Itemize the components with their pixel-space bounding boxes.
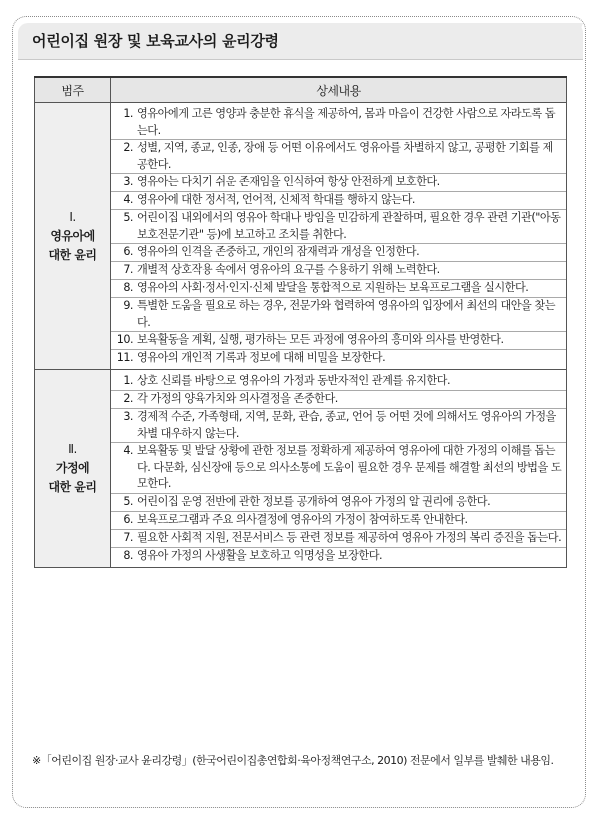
title-divider (18, 59, 583, 60)
item-number: 1. (123, 374, 133, 387)
item-text: 보육활동 및 발달 상황에 관한 정보를 정확하게 제공하여 영유아에 대한 가정의 이해를 돕는다. 다문화, 심신장애 등으로 의사소통에 도움이 필요한 경우 문제를 해결할 최선의 방법을 도모한다. (137, 444, 562, 490)
ethics-table (34, 76, 567, 568)
principle-list (111, 106, 566, 367)
list-item (111, 280, 566, 298)
item-number: 6. (123, 512, 133, 526)
list-item (111, 391, 566, 409)
section-row (35, 103, 567, 370)
list-item (111, 106, 566, 140)
list-item (111, 140, 566, 174)
header-category: 범주 (35, 77, 111, 103)
item-number: 3. (123, 175, 133, 188)
item-number: 5. (123, 494, 133, 508)
item-text: 필요한 사회적 지원, 전문서비스 등 관련 정보를 제공하여 영유아 가정의 복리 증진을 돕는다. (137, 530, 562, 544)
category-cell (35, 103, 111, 370)
source-note: ※「어린이집 원장·교사 윤리강령」(한국어린이집총연합회·육아정책연구소, 2010) 전문에서 일부를 발췌한 내용임. (32, 754, 554, 767)
category-num: Ⅱ. (68, 441, 77, 456)
item-number: 7. (123, 530, 133, 544)
list-item (111, 548, 566, 565)
item-number: 8. (123, 281, 133, 294)
item-number: 9. (123, 299, 133, 312)
item-number: 4. (123, 193, 133, 206)
item-text: 어린이집 운영 전반에 관한 정보를 공개하여 영유아 가정의 알 권리에 응한다. (137, 494, 491, 508)
item-text: 각 가정의 양육가치와 의사결정을 존중한다. (137, 392, 338, 405)
item-text: 영유아에 대한 정서적, 언어적, 신체적 학대를 행하지 않는다. (137, 193, 415, 206)
item-number: 2. (123, 141, 133, 154)
item-text: 보육프로그램과 주요 의사결정에 영유아의 가정이 참여하도록 안내한다. (137, 512, 468, 526)
list-item (111, 192, 566, 210)
item-text: 영유아의 개인적 기록과 정보에 대해 비밀을 보장한다. (137, 351, 386, 364)
item-number: 4. (123, 444, 133, 457)
principle-list (111, 373, 566, 565)
item-number: 2. (123, 392, 133, 405)
item-text: 영유아에게 고른 영양과 충분한 휴식을 제공하여, 몸과 마음이 건강한 사람으로 자라도록 돕는다. (137, 107, 556, 137)
category-line2: 대한 윤리 (48, 247, 97, 262)
category-num: Ⅰ. (69, 209, 76, 224)
section-row (35, 370, 567, 568)
item-text: 영유아는 다치기 쉬운 존재임을 인식하여 항상 안전하게 보호한다. (137, 175, 440, 188)
item-text: 보육활동을 계획, 실행, 평가하는 모든 과정에 영유아의 흥미와 의사를 반영한다. (137, 333, 504, 346)
item-text: 영유아 가정의 사생활을 보호하고 익명성을 보장한다. (137, 548, 383, 562)
category-cell (35, 370, 111, 568)
list-item (111, 494, 566, 512)
item-text: 상호 신뢰를 바탕으로 영유아의 가정과 동반자적인 관계를 유지한다. (137, 374, 451, 387)
details-cell (111, 103, 567, 370)
title-tab-notch (570, 23, 583, 59)
details-cell (111, 370, 567, 568)
item-number: 8. (123, 548, 133, 562)
table-header-row (35, 77, 567, 103)
item-number: 7. (123, 263, 133, 276)
item-number: 1. (123, 107, 133, 120)
list-item (111, 298, 566, 332)
item-text: 경제적 수준, 가족형태, 지역, 문화, 관습, 종교, 언어 등 어떤 것에 의해서도 영유아의 가정을 차별 대우하지 않는다. (137, 410, 556, 440)
item-text: 영유아의 사회·정서·인지·신체 발달을 통합적으로 지원하는 보육프로그램을 실시한다. (137, 281, 529, 294)
item-number: 6. (123, 245, 133, 258)
item-text: 성별, 지역, 종교, 인종, 장애 등 어떤 이유에서도 영유아를 차별하지 않고, 공평한 기회를 제공한다. (137, 141, 553, 171)
list-item (111, 210, 566, 244)
header-details: 상세내용 (111, 77, 567, 103)
list-item (111, 443, 566, 494)
list-item (111, 350, 566, 367)
list-item (111, 244, 566, 262)
page-title: 어린이집 원장 및 보육교사의 윤리강령 (18, 23, 583, 59)
list-item (111, 174, 566, 192)
item-text: 영유아의 인격을 존중하고, 개인의 잠재력과 개성을 인정한다. (137, 245, 420, 258)
category-line1: 가정에 (55, 460, 90, 475)
item-number: 3. (123, 410, 133, 423)
item-number: 10. (116, 333, 133, 346)
list-item (111, 262, 566, 280)
list-item (111, 332, 566, 350)
item-text: 개별적 상호작용 속에서 영유아의 요구를 수용하기 위해 노력한다. (137, 263, 440, 276)
item-text: 특별한 도움을 필요로 하는 경우, 전문가와 협력하여 영유아의 입장에서 최선의 대안을 찾는다. (137, 299, 556, 329)
list-item (111, 530, 566, 548)
item-number: 5. (123, 211, 133, 224)
category-line2: 대한 윤리 (48, 479, 97, 494)
list-item (111, 512, 566, 530)
item-number: 11. (116, 351, 133, 364)
list-item (111, 409, 566, 443)
category-line1: 영유아에 (50, 228, 95, 243)
list-item (111, 373, 566, 391)
item-text: 어린이집 내외에서의 영유아 학대나 방임을 민감하게 관찰하며, 필요한 경우 관련 기관("아동보호전문기관" 등)에 보고하고 조치를 취한다. (137, 211, 561, 241)
